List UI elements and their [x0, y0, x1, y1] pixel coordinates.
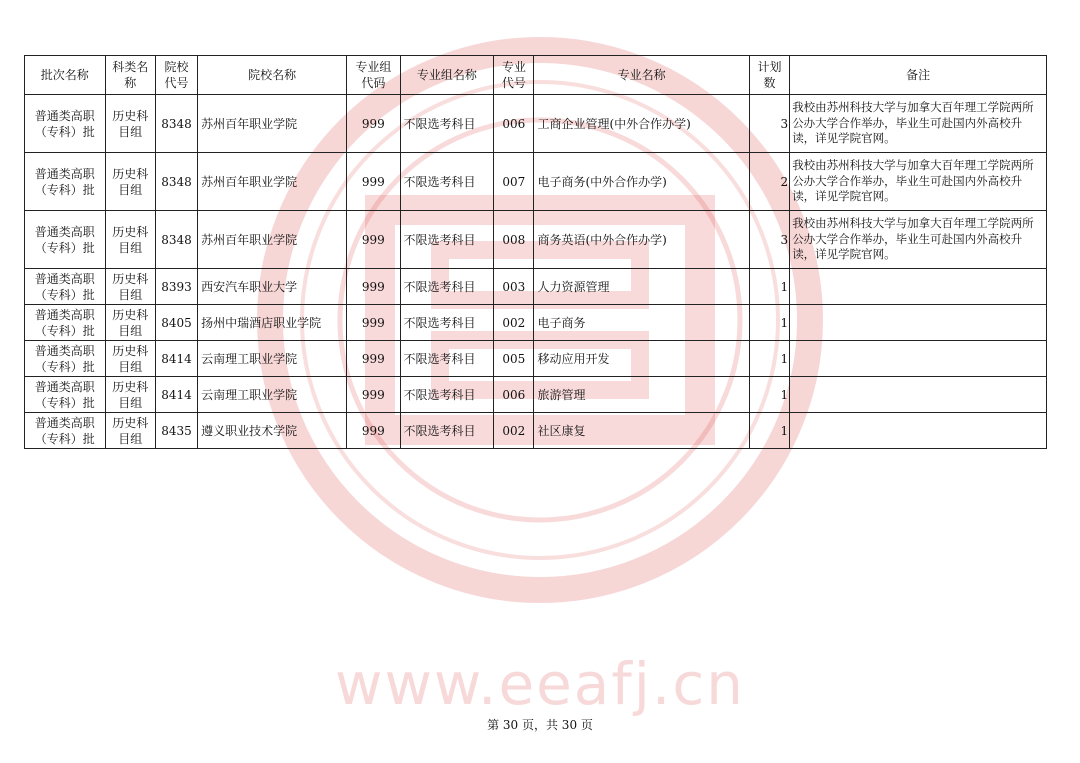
cell-plan-count: 3 — [749, 95, 789, 153]
cell-major-code: 006 — [494, 377, 534, 413]
cell-school-name: 扬州中瑞酒店职业学院 — [198, 305, 347, 341]
cell-major-name: 社区康复 — [534, 413, 749, 449]
cell-group-code: 999 — [347, 269, 400, 305]
cell-category: 历史科目组 — [105, 305, 155, 341]
cell-remarks — [790, 377, 1047, 413]
cell-group-code: 999 — [347, 95, 400, 153]
header-major-name: 专业名称 — [534, 56, 749, 95]
cell-major-name: 电子商务(中外合作办学) — [534, 153, 749, 211]
cell-group-code: 999 — [347, 305, 400, 341]
header-group-name: 专业组名称 — [400, 56, 494, 95]
cell-school-code: 8414 — [155, 377, 197, 413]
page-number-footer: 第 30 页，共 30 页 — [487, 718, 593, 732]
cell-group-name: 不限选考科目 — [400, 211, 494, 269]
cell-group-code: 999 — [347, 211, 400, 269]
cell-school-code: 8414 — [155, 341, 197, 377]
cell-plan-count: 1 — [749, 269, 789, 305]
table-row — [25, 413, 1047, 449]
cell-school-name: 苏州百年职业学院 — [198, 95, 347, 153]
cell-batch: 普通类高职（专科）批 — [25, 413, 106, 449]
table-row — [25, 305, 1047, 341]
cell-remarks: 我校由苏州科技大学与加拿大百年理工学院两所公办大学合作举办，毕业生可赴国内外高校升读，详见学院官网。 — [790, 153, 1047, 211]
cell-major-code: 002 — [494, 305, 534, 341]
cell-major-name: 移动应用开发 — [534, 341, 749, 377]
cell-group-name: 不限选考科目 — [400, 95, 494, 153]
table-row — [25, 95, 1047, 153]
cell-plan-count: 3 — [749, 211, 789, 269]
cell-batch: 普通类高职（专科）批 — [25, 153, 106, 211]
cell-batch: 普通类高职（专科）批 — [25, 341, 106, 377]
cell-major-code: 005 — [494, 341, 534, 377]
cell-remarks — [790, 413, 1047, 449]
cell-school-code: 8393 — [155, 269, 197, 305]
cell-school-code: 8348 — [155, 95, 197, 153]
cell-category: 历史科目组 — [105, 377, 155, 413]
cell-major-name: 电子商务 — [534, 305, 749, 341]
cell-category: 历史科目组 — [105, 413, 155, 449]
table-row — [25, 269, 1047, 305]
cell-major-name: 人力资源管理 — [534, 269, 749, 305]
table-row — [25, 341, 1047, 377]
cell-category: 历史科目组 — [105, 269, 155, 305]
cell-batch: 普通类高职（专科）批 — [25, 95, 106, 153]
cell-group-name: 不限选考科目 — [400, 153, 494, 211]
cell-remarks — [790, 341, 1047, 377]
cell-category: 历史科目组 — [105, 211, 155, 269]
header-subject-category: 科类名称 — [105, 56, 155, 95]
cell-category: 历史科目组 — [105, 341, 155, 377]
cell-major-code: 007 — [494, 153, 534, 211]
header-school-code: 院校代号 — [155, 56, 197, 95]
cell-school-code: 8348 — [155, 211, 197, 269]
cell-plan-count: 1 — [749, 341, 789, 377]
cell-plan-count: 1 — [749, 305, 789, 341]
header-batch: 批次名称 — [25, 56, 106, 95]
table-row — [25, 211, 1047, 269]
cell-category: 历史科目组 — [105, 153, 155, 211]
cell-group-code: 999 — [347, 377, 400, 413]
table-row — [25, 153, 1047, 211]
cell-school-code: 8405 — [155, 305, 197, 341]
admission-plan-table-container — [24, 55, 1048, 449]
cell-school-name: 苏州百年职业学院 — [198, 153, 347, 211]
header-major-code: 专业代号 — [494, 56, 534, 95]
table-header-row — [25, 56, 1047, 95]
cell-batch: 普通类高职（专科）批 — [25, 305, 106, 341]
cell-school-name: 西安汽车职业大学 — [198, 269, 347, 305]
header-school-name: 院校名称 — [198, 56, 347, 95]
cell-category: 历史科目组 — [105, 95, 155, 153]
cell-remarks — [790, 305, 1047, 341]
header-plan-count: 计划数 — [749, 56, 789, 95]
cell-school-name: 云南理工职业学院 — [198, 341, 347, 377]
cell-batch: 普通类高职（专科）批 — [25, 211, 106, 269]
cell-group-code: 999 — [347, 153, 400, 211]
cell-major-code: 006 — [494, 95, 534, 153]
cell-school-code: 8435 — [155, 413, 197, 449]
cell-group-name: 不限选考科目 — [400, 377, 494, 413]
admission-plan-table — [24, 55, 1047, 449]
header-remarks: 备注 — [790, 56, 1047, 95]
cell-remarks: 我校由苏州科技大学与加拿大百年理工学院两所公办大学合作举办，毕业生可赴国内外高校升读，详见学院官网。 — [790, 95, 1047, 153]
cell-batch: 普通类高职（专科）批 — [25, 269, 106, 305]
cell-group-name: 不限选考科目 — [400, 269, 494, 305]
cell-major-name: 商务英语(中外合作办学) — [534, 211, 749, 269]
cell-major-name: 旅游管理 — [534, 377, 749, 413]
cell-batch: 普通类高职（专科）批 — [25, 377, 106, 413]
cell-plan-count: 1 — [749, 377, 789, 413]
cell-school-name: 云南理工职业学院 — [198, 377, 347, 413]
cell-group-name: 不限选考科目 — [400, 305, 494, 341]
cell-plan-count: 2 — [749, 153, 789, 211]
cell-major-code: 002 — [494, 413, 534, 449]
cell-remarks — [790, 269, 1047, 305]
header-group-code: 专业组代码 — [347, 56, 400, 95]
cell-group-code: 999 — [347, 413, 400, 449]
cell-school-name: 遵义职业技术学院 — [198, 413, 347, 449]
cell-group-code: 999 — [347, 341, 400, 377]
website-watermark: www.eeafj.cn — [335, 650, 745, 718]
cell-group-name: 不限选考科目 — [400, 341, 494, 377]
cell-major-code: 003 — [494, 269, 534, 305]
cell-remarks: 我校由苏州科技大学与加拿大百年理工学院两所公办大学合作举办，毕业生可赴国内外高校升读，详见学院官网。 — [790, 211, 1047, 269]
cell-major-code: 008 — [494, 211, 534, 269]
table-row — [25, 377, 1047, 413]
cell-major-name: 工商企业管理(中外合作办学) — [534, 95, 749, 153]
cell-group-name: 不限选考科目 — [400, 413, 494, 449]
cell-school-code: 8348 — [155, 153, 197, 211]
cell-plan-count: 1 — [749, 413, 789, 449]
cell-school-name: 苏州百年职业学院 — [198, 211, 347, 269]
